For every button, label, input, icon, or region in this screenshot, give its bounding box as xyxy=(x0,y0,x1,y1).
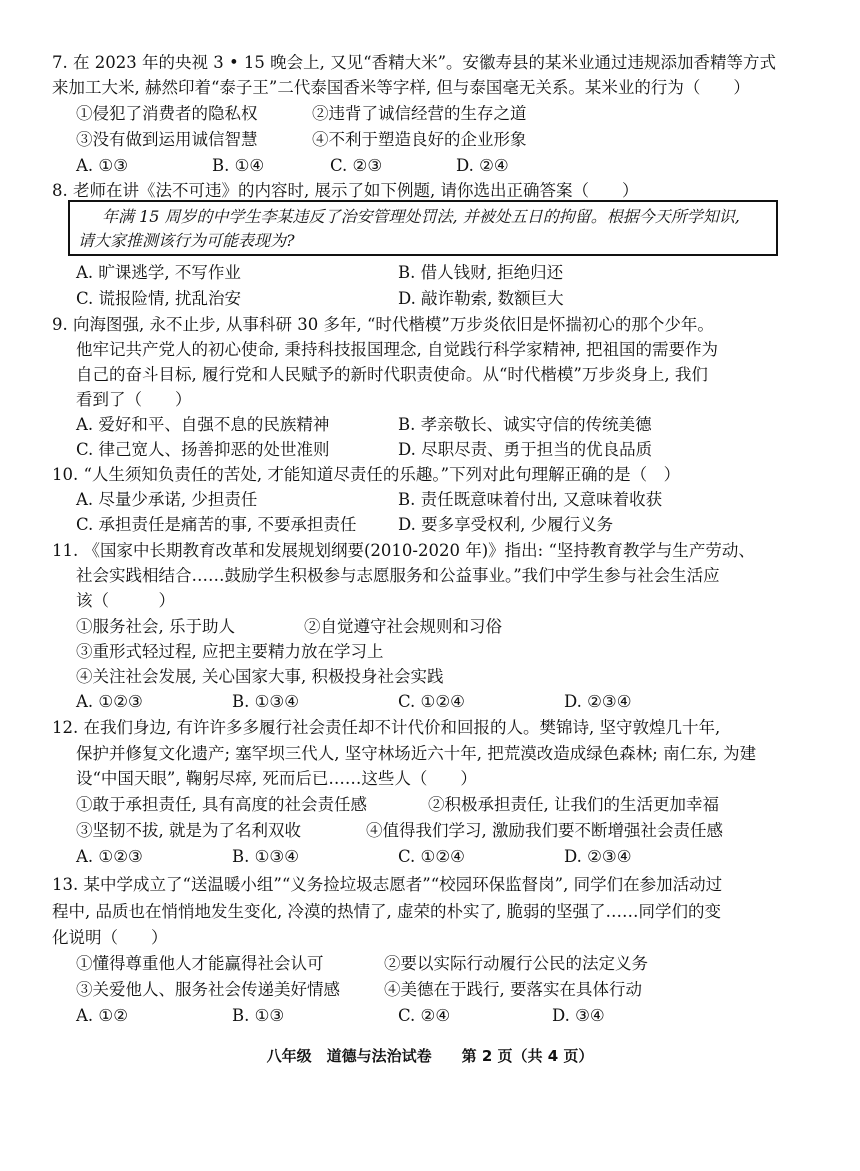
q11-statement-4: ④关注社会发展, 关心国家大事, 积极投身社会实践 xyxy=(76,667,444,686)
q13-stem-line3: 化说明（ ） xyxy=(52,928,168,947)
q12-stem-line1: 12. 在我们身边, 有许许多多履行社会责任却不计代价和回报的人。樊锦诗, 坚守敦煌几十年, xyxy=(52,718,721,737)
q8-option-d[interactable]: D. 敲诈勒索, 数额巨大 xyxy=(398,289,564,308)
q12-option-a[interactable]: A. ①②③ xyxy=(76,847,143,866)
q12-stem-line2: 保护并修复文化遗产; 塞罕坝三代人, 坚守林场近六十年, 把荒漠改造成绿色森林; 南仁东, 为建 xyxy=(76,744,757,763)
q7-stem-line2: 来加工大米, 赫然印着“泰子王”二代泰国香米等字样, 但与泰国毫无关系。某米业的行为（ ） xyxy=(52,78,750,97)
q10-option-d[interactable]: D. 要多享受权利, 少履行义务 xyxy=(398,515,614,534)
q7-statement-3: ③没有做到运用诚信智慧 xyxy=(76,130,258,149)
q12-statement-3: ③坚韧不拔, 就是为了名利双收 xyxy=(76,821,301,840)
page-footer: 八年级 道德与法治试卷 第 2 页（共 4 页） xyxy=(266,1047,594,1065)
q7-option-d[interactable]: D. ②④ xyxy=(456,156,509,175)
q8-example-line2: 请大家推测该行为可能表现为? xyxy=(78,231,295,250)
q7-option-a[interactable]: A. ①③ xyxy=(76,156,128,175)
q7-statement-4: ④不利于塑造良好的企业形象 xyxy=(312,130,527,149)
q7-statement-1: ①侵犯了消费者的隐私权 xyxy=(76,104,258,123)
q13-option-d[interactable]: D. ③④ xyxy=(552,1006,605,1025)
q12-option-d[interactable]: D. ②③④ xyxy=(564,847,632,866)
q11-stem-line3: 该（ ） xyxy=(76,591,175,610)
q10-option-c[interactable]: C. 承担责任是痛苦的事, 不要承担责任 xyxy=(76,515,357,534)
q13-stem-line2: 程中, 品质也在悄悄地发生变化, 冷漠的热情了, 虚荣的朴实了, 脆弱的坚强了……同学们的变 xyxy=(52,902,721,921)
q12-statement-4: ④值得我们学习, 激励我们要不断增强社会责任感 xyxy=(366,821,723,840)
q8-option-a[interactable]: A. 旷课逃学, 不写作业 xyxy=(76,263,241,282)
q7-statement-2: ②违背了诚信经营的生存之道 xyxy=(312,104,527,123)
q11-statement-2: ②自觉遵守社会规则和习俗 xyxy=(304,617,502,636)
q8-option-b[interactable]: B. 借人钱财, 拒绝归还 xyxy=(398,263,564,282)
q13-statement-4: ④美德在于践行, 要落实在具体行动 xyxy=(384,980,642,999)
q11-option-c[interactable]: C. ①②④ xyxy=(398,692,465,711)
q11-option-a[interactable]: A. ①②③ xyxy=(76,692,143,711)
q8-example-line1: 年满 15 周岁的中学生李某违反了治安管理处罚法, 并被处五日的拘留。根据今天所学知识, xyxy=(102,207,740,226)
q8-stem: 8. 老师在讲《法不可违》的内容时, 展示了如下例题, 请你选出正确答案（ ） xyxy=(52,181,639,200)
q13-statement-1: ①懂得尊重他人才能赢得社会认可 xyxy=(76,954,324,973)
q8-example-box xyxy=(68,200,778,256)
q12-option-c[interactable]: C. ①②④ xyxy=(398,847,465,866)
q11-statement-3: ③重形式轻过程, 应把主要精力放在学习上 xyxy=(76,642,384,661)
q7-option-b[interactable]: B. ①④ xyxy=(212,156,265,175)
q9-option-c[interactable]: C. 律己宽人、扬善抑恶的处世准则 xyxy=(76,440,330,459)
q11-option-d[interactable]: D. ②③④ xyxy=(564,692,632,711)
q9-option-a[interactable]: A. 爱好和平、自强不息的民族精神 xyxy=(76,415,330,434)
q11-statement-1: ①服务社会, 乐于助人 xyxy=(76,617,235,636)
q13-statement-3: ③关爱他人、服务社会传递美好情感 xyxy=(76,980,340,999)
q13-option-c[interactable]: C. ②④ xyxy=(398,1006,451,1025)
q9-option-b[interactable]: B. 孝亲敬长、诚实守信的传统美德 xyxy=(398,415,652,434)
q12-statement-2: ②积极承担责任, 让我们的生活更加幸福 xyxy=(428,795,719,814)
q9-stem-line1: 9. 向海图强, 永不止步, 从事科研 30 多年, “时代楷模”万步炎依旧是怀揣初心的那个少年。 xyxy=(52,315,714,334)
q8-option-c[interactable]: C. 谎报险情, 扰乱治安 xyxy=(76,289,242,308)
q9-stem-line4: 看到了（ ） xyxy=(76,390,192,409)
q10-option-b[interactable]: B. 责任既意味着付出, 又意味着收获 xyxy=(398,490,663,509)
q10-stem: 10. “人生须知负责任的苦处, 才能知道尽责任的乐趣。”下列对此句理解正确的是（ ） xyxy=(52,465,681,484)
q7-stem-line1: 7. 在 2023 年的央视 3 • 15 晚会上, 又见“香精大米”。安徽寿县的某米业通过违规添加香精等方式 xyxy=(52,53,777,72)
q7-option-c[interactable]: C. ②③ xyxy=(330,156,383,175)
q13-option-b[interactable]: B. ①③ xyxy=(232,1006,285,1025)
q9-stem-line2: 他牢记共产党人的初心使命, 秉持科技报国理念, 自觉践行科学家精神, 把祖国的需要作为 xyxy=(76,340,718,359)
q11-stem-line1: 11. 《国家中长期教育改革和发展规划纲要(2010-2020 年)》指出: “坚持教育教学与生产劳动、 xyxy=(52,541,755,560)
q10-option-a[interactable]: A. 尽量少承诺, 少担责任 xyxy=(76,490,258,509)
q12-statement-1: ①敢于承担责任, 具有高度的社会责任感 xyxy=(76,795,367,814)
q11-option-b[interactable]: B. ①③④ xyxy=(232,692,299,711)
q11-stem-line2: 社会实践相结合……鼓励学生积极参与志愿服务和公益事业。”我们中学生参与社会生活应 xyxy=(76,566,720,585)
q13-option-a[interactable]: A. ①② xyxy=(76,1006,128,1025)
q12-option-b[interactable]: B. ①③④ xyxy=(232,847,299,866)
q9-option-d[interactable]: D. 尽职尽责、勇于担当的优良品质 xyxy=(398,440,653,459)
q9-stem-line3: 自己的奋斗目标, 履行党和人民赋予的新时代职责使命。从“时代楷模”万步炎身上, 我们 xyxy=(76,365,708,384)
q13-statement-2: ②要以实际行动履行公民的法定义务 xyxy=(384,954,648,973)
q12-stem-line3: 设“中国天眼”, 鞠躬尽瘁, 死而后已……这些人（ ） xyxy=(76,769,477,788)
q13-stem-line1: 13. 某中学成立了“送温暖小组”“义务捡垃圾志愿者”“校园环保监督岗”, 同学们在参加活动过 xyxy=(52,875,723,894)
